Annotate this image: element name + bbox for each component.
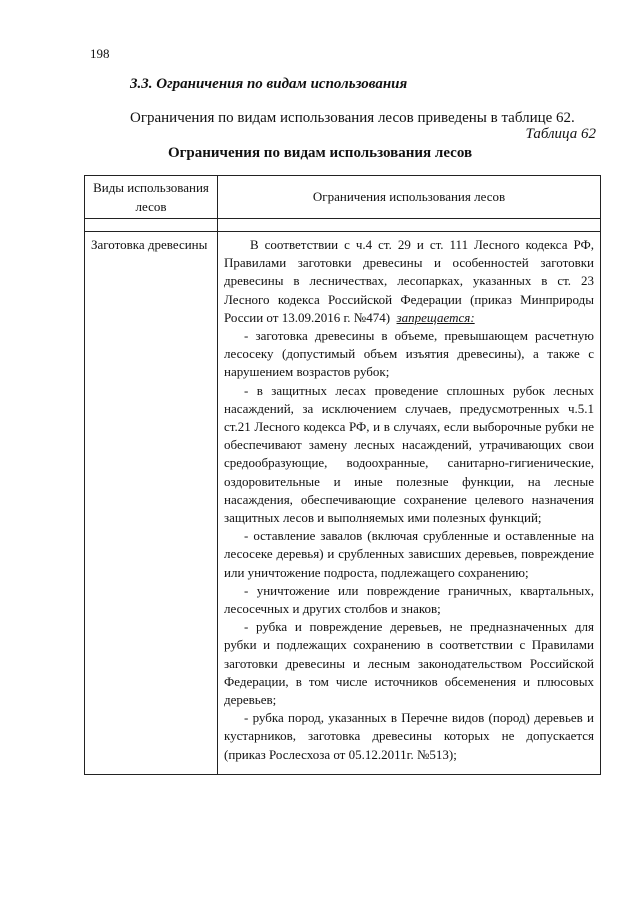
lead-text: В соответствии с ч.4 ст. 29 и ст. 111 Лесного кодекса РФ, Правилами заготовки древесины и особенностей заготовки древесины в лесничествах, лесопарках, указанных в ст. 23 Лесного кодекса Российской Федерации (приказ Минприроды России от 13.09.2016 г. №474) [224, 237, 594, 325]
restriction-item: - уничтожение или повреждение граничных, квартальных, лесосечных и других столбов и знаков; [224, 582, 594, 617]
intro-paragraph: Ограничения по видам использования лесов приведены в таблице 62. [130, 110, 575, 126]
header-cell-restrictions: Ограничения использования лесов [218, 176, 601, 219]
table-spacer-row [85, 219, 601, 232]
table-header-row [85, 176, 601, 219]
restriction-item: - рубка и повреждение деревьев, не предназначенных для рубки и подлежащих сохранению в соответствии с Правилами заготовки древесины и лесным законодательством Российской Федерации, в том числе источников обсеменения и плюсовых деревьев; [224, 619, 594, 708]
section-title: 3.3. Ограничения по видам использования [130, 76, 408, 92]
table-title: Ограничения по видам использования лесов [167, 145, 473, 161]
spacer-cell [85, 219, 218, 232]
restriction-item: - оставление завалов (включая срубленные и оставленные на лесосеке деревья) и срубленных зависших деревьев, повреждение или уничтожение подроста, подлежащего сохранению; [224, 528, 594, 580]
restriction-item: - в защитных лесах проведение сплошных рубок лесных насаждений, за исключением случаев, предусмотренных ч.5.1 ст.21 Лесного кодекса РФ, и в случаях, если выборочные рубки не обеспечивают замену лесных насаждений, утрачивающих свои средообразующие, водоохранные, санитарно-гигиенические, оздоровительные и иные полезные функции, на лесные насаждения, обеспечивающие сохранение целевого назначения защитных лесов и выполняемых ими полезных функций; [224, 382, 594, 526]
table-label: Таблица 62 [525, 126, 596, 142]
spacer-cell [218, 219, 601, 232]
restrictions-table [84, 175, 601, 775]
restriction-item: - рубка пород, указанных в Перечне видов (пород) деревьев и кустарников, заготовка древесины которых не допускается (приказ Рослесхоза от 05.12.2011г. №513); [224, 710, 594, 762]
table-row [85, 232, 601, 775]
lead-emphasis: запрещается: [396, 309, 475, 325]
page-number: 198 [90, 46, 110, 61]
restrictions-cell [218, 232, 601, 775]
header-cell-use-types: Виды использования лесов [85, 176, 218, 219]
use-type-cell: Заготовка древесины [85, 232, 218, 775]
restrictions-lead [224, 236, 594, 327]
restriction-item: - заготовка древесины в объеме, превышающем расчетную лесосеку (допустимый объем изъятия древесины), а также с нарушением возрастов рубок; [224, 328, 594, 380]
